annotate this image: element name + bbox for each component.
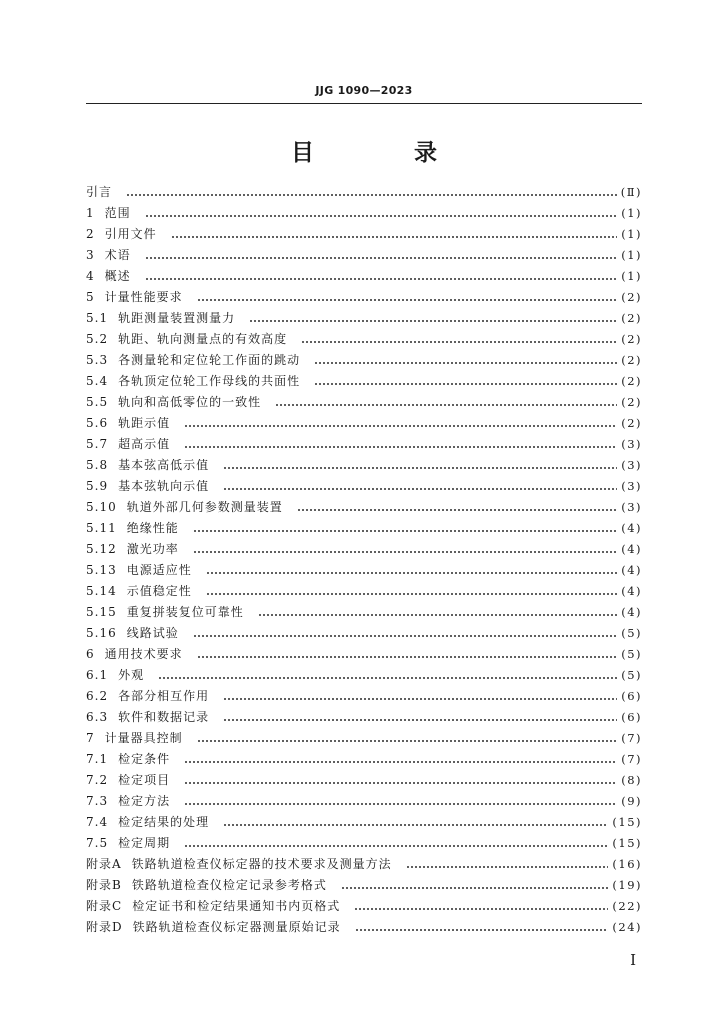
toc-entry[interactable] (86, 413, 642, 434)
toc-entry-page: (4) (621, 563, 642, 577)
toc-entry-number: 5.13 (86, 563, 117, 577)
toc-entry[interactable] (86, 833, 642, 854)
toc-entry-label: 轨道外部几何参数测量装置 (126, 500, 283, 514)
toc-entry-number: 7 (86, 731, 95, 745)
toc-leader-dots (355, 917, 609, 938)
toc-entry-number: 5.8 (86, 458, 109, 472)
toc-entry-label: 绝缘性能 (126, 521, 179, 535)
toc-entry-label: 线路试验 (126, 626, 179, 640)
toc-entry-page: (24) (612, 920, 642, 934)
toc-entry-number: 5.16 (86, 626, 117, 640)
toc-leader-dots (184, 749, 617, 770)
toc-entry-label: 基本弦高低示值 (118, 458, 210, 472)
toc-entry-label: 计量性能要求 (104, 290, 183, 304)
toc-entry-label: 各轨顶定位轮工作母线的共面性 (118, 374, 301, 388)
toc-entry-label: 检定周期 (118, 836, 171, 850)
toc-entry[interactable] (86, 350, 642, 371)
toc-leader-dots (197, 728, 618, 749)
toc-entry-number: 附录A (86, 857, 122, 871)
toc-leader-dots (184, 413, 617, 434)
toc-entry-page: (Ⅱ) (620, 185, 642, 199)
toc-entry-page: (16) (612, 857, 642, 871)
toc-entry-page: (5) (621, 668, 642, 682)
toc-entry-page: (5) (621, 626, 642, 640)
toc-entry-number: 5.4 (86, 374, 109, 388)
toc-leader-dots (126, 182, 617, 203)
toc-entry-label: 各测量轮和定位轮工作面的跳动 (118, 353, 301, 367)
header-rule (86, 103, 642, 104)
toc-entry-page: (1) (621, 248, 642, 262)
toc-entry-number: 附录B (86, 878, 122, 892)
toc-leader-dots (184, 833, 608, 854)
toc-entry-number: 附录C (86, 899, 123, 913)
toc-entry-number: 7.1 (86, 752, 109, 766)
toc-entry-page: (3) (621, 458, 642, 472)
toc-entry-label: 检定项目 (118, 773, 171, 787)
toc-entry-number: 5 (86, 290, 95, 304)
toc-leader-dots (184, 770, 617, 791)
toc-entry-page: (4) (621, 542, 642, 556)
toc-leader-dots (223, 812, 608, 833)
toc-entry-label: 铁路轨道检查仪标定器的技术要求及测量方法 (131, 857, 392, 871)
toc-entry-page: (1) (621, 227, 642, 241)
toc-entry-page: (7) (621, 752, 642, 766)
toc-entry-page: (2) (621, 332, 642, 346)
toc-leader-dots (275, 392, 617, 413)
toc-entry[interactable] (86, 791, 642, 812)
toc-entry-label: 激光功率 (126, 542, 179, 556)
toc-entry-label: 软件和数据记录 (118, 710, 210, 724)
toc-entry[interactable] (86, 728, 642, 749)
toc-entry-number: 5.7 (86, 437, 109, 451)
toc-entry-number: 5.5 (86, 395, 109, 409)
toc-list (86, 182, 642, 938)
toc-leader-dots (406, 854, 609, 875)
toc-entry-label: 范围 (104, 206, 131, 220)
toc-entry[interactable] (86, 644, 642, 665)
toc-leader-dots (197, 287, 618, 308)
toc-leader-dots (206, 560, 617, 581)
toc-leader-dots (145, 266, 618, 287)
toc-entry[interactable] (86, 287, 642, 308)
toc-entry-page: (4) (621, 521, 642, 535)
page-folio: I (630, 951, 636, 969)
toc-entry-label: 术语 (104, 248, 131, 262)
toc-entry-label: 铁路轨道检查仪标定器测量原始记录 (132, 920, 341, 934)
toc-leader-dots (145, 245, 618, 266)
toc-entry-label: 轨距测量装置测量力 (118, 311, 236, 325)
toc-entry-label: 概述 (104, 269, 131, 283)
toc-leader-dots (223, 686, 617, 707)
toc-leader-dots (354, 896, 608, 917)
toc-entry-number: 6.1 (86, 668, 109, 682)
toc-entry-page: (2) (621, 374, 642, 388)
toc-entry[interactable] (86, 749, 642, 770)
toc-entry-number: 5.10 (86, 500, 117, 514)
toc-entry[interactable] (86, 581, 642, 602)
toc-entry-label: 引言 (86, 185, 113, 199)
toc-leader-dots (184, 791, 617, 812)
toc-entry-page: (2) (621, 395, 642, 409)
toc-entry-label: 检定条件 (118, 752, 171, 766)
toc-entry-page: (8) (621, 773, 642, 787)
toc-leader-dots (301, 329, 617, 350)
toc-leader-dots (193, 539, 617, 560)
document-code-header: JJG 1090—2023 (315, 84, 413, 97)
toc-entry-page: (4) (621, 605, 642, 619)
toc-entry-label: 外观 (118, 668, 145, 682)
toc-entry[interactable] (86, 182, 642, 203)
toc-entry-label: 电源适应性 (126, 563, 192, 577)
toc-entry-number: 5.12 (86, 542, 117, 556)
toc-entry[interactable] (86, 245, 642, 266)
toc-leader-dots (314, 350, 617, 371)
toc-entry-page: (9) (621, 794, 642, 808)
toc-entry[interactable] (86, 434, 642, 455)
toc-entry-page: (15) (612, 836, 642, 850)
toc-entry-page: (2) (621, 416, 642, 430)
toc-entry-number: 5.14 (86, 584, 117, 598)
toc-entry[interactable] (86, 917, 642, 938)
toc-entry[interactable] (86, 560, 642, 581)
toc-entry-page: (2) (621, 290, 642, 304)
toc-entry-label: 通用技术要求 (104, 647, 183, 661)
toc-entry-number: 7.5 (86, 836, 109, 850)
toc-entry[interactable] (86, 497, 642, 518)
toc-entry-number: 5.1 (86, 311, 109, 325)
toc-entry[interactable] (86, 602, 642, 623)
toc-leader-dots (341, 875, 609, 896)
toc-entry[interactable] (86, 371, 642, 392)
toc-entry[interactable] (86, 455, 642, 476)
toc-entry-label: 各部分相互作用 (118, 689, 210, 703)
toc-entry-label: 超高示值 (118, 437, 171, 451)
toc-entry-label: 检定证书和检定结果通知书内页格式 (132, 899, 341, 913)
toc-leader-dots (206, 581, 617, 602)
toc-entry-page: (5) (621, 647, 642, 661)
toc-leader-dots (158, 665, 617, 686)
toc-entry[interactable] (86, 266, 642, 287)
toc-leader-dots (171, 224, 618, 245)
toc-leader-dots (145, 203, 618, 224)
toc-entry-page: (2) (621, 311, 642, 325)
toc-leader-dots (193, 623, 617, 644)
toc-entry[interactable] (86, 896, 642, 917)
toc-entry-label: 轨向和高低零位的一致性 (118, 395, 262, 409)
toc-entry-number: 5.9 (86, 479, 109, 493)
toc-entry-page: (6) (621, 710, 642, 724)
toc-entry-number: 4 (86, 269, 95, 283)
toc-entry[interactable] (86, 224, 642, 245)
toc-entry[interactable] (86, 392, 642, 413)
toc-leader-dots (249, 308, 617, 329)
toc-entry-number: 2 (86, 227, 95, 241)
toc-entry-number: 7.4 (86, 815, 109, 829)
toc-entry-page: (1) (621, 269, 642, 283)
toc-entry[interactable] (86, 812, 642, 833)
toc-entry-number: 5.3 (86, 353, 109, 367)
toc-entry-number: 6.3 (86, 710, 109, 724)
toc-entry-number: 7.2 (86, 773, 109, 787)
toc-entry-label: 检定方法 (118, 794, 171, 808)
toc-entry-page: (7) (621, 731, 642, 745)
toc-entry-label: 铁路轨道检查仪检定记录参考格式 (131, 878, 327, 892)
toc-entry[interactable] (86, 665, 642, 686)
toc-entry-label: 检定结果的处理 (118, 815, 210, 829)
toc-leader-dots (184, 434, 617, 455)
toc-leader-dots (223, 476, 617, 497)
toc-entry[interactable] (86, 518, 642, 539)
toc-entry-number: 6.2 (86, 689, 109, 703)
toc-entry[interactable] (86, 329, 642, 350)
toc-entry-label: 轨距示值 (118, 416, 171, 430)
toc-entry-page: (2) (621, 353, 642, 367)
toc-leader-dots (258, 602, 617, 623)
toc-entry[interactable] (86, 623, 642, 644)
toc-entry[interactable] (86, 770, 642, 791)
toc-entry-page: (3) (621, 500, 642, 514)
toc-title: 目 录 (290, 140, 483, 166)
toc-entry[interactable] (86, 707, 642, 728)
toc-entry-label: 基本弦轨向示值 (118, 479, 210, 493)
toc-entry-number: 附录D (86, 920, 123, 934)
toc-entry-label: 引用文件 (104, 227, 157, 241)
toc-entry-page: (4) (621, 584, 642, 598)
toc-entry-page: (15) (612, 815, 642, 829)
toc-entry-number: 7.3 (86, 794, 109, 808)
toc-entry-number: 5.11 (86, 521, 117, 535)
toc-leader-dots (223, 707, 617, 728)
toc-leader-dots (193, 518, 617, 539)
toc-entry-label: 轨距、轨向测量点的有效高度 (118, 332, 288, 346)
toc-entry-number: 3 (86, 248, 95, 262)
toc-leader-dots (197, 644, 618, 665)
toc-entry[interactable] (86, 308, 642, 329)
toc-entry[interactable] (86, 854, 642, 875)
toc-entry-page: (22) (612, 899, 642, 913)
toc-entry-number: 5.6 (86, 416, 109, 430)
toc-entry-page: (6) (621, 689, 642, 703)
toc-entry[interactable] (86, 875, 642, 896)
toc-entry[interactable] (86, 686, 642, 707)
toc-entry-number: 1 (86, 206, 95, 220)
toc-entry-label: 计量器具控制 (104, 731, 183, 745)
toc-entry-page: (19) (612, 878, 642, 892)
toc-leader-dots (314, 371, 617, 392)
toc-leader-dots (223, 455, 617, 476)
toc-entry-number: 6 (86, 647, 95, 661)
toc-entry-number: 5.15 (86, 605, 117, 619)
toc-entry-page: (1) (621, 206, 642, 220)
toc-leader-dots (297, 497, 617, 518)
toc-entry-label: 示值稳定性 (126, 584, 192, 598)
toc-entry[interactable] (86, 476, 642, 497)
toc-entry-page: (3) (621, 437, 642, 451)
toc-entry[interactable] (86, 539, 642, 560)
toc-entry-number: 5.2 (86, 332, 109, 346)
toc-entry-page: (3) (621, 479, 642, 493)
toc-entry-label: 重复拼装复位可靠性 (126, 605, 244, 619)
toc-entry[interactable] (86, 203, 642, 224)
